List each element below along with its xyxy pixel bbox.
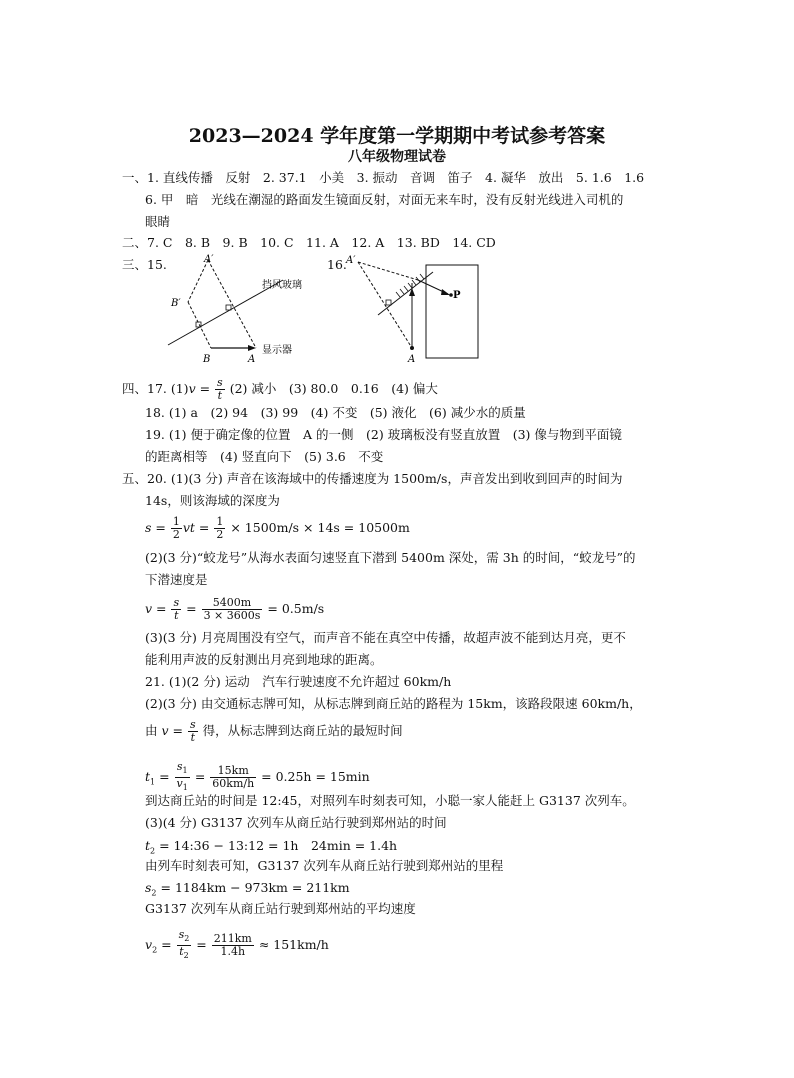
page-title: 2023—2024 学年度第一学期期中考试参考答案 (188, 125, 606, 147)
equation-t2 (145, 838, 397, 860)
frac-den: t (217, 389, 223, 402)
var-v: v (145, 937, 153, 953)
frac-den: 2 (172, 528, 180, 541)
fig15-label-a: A (248, 354, 256, 365)
answer-20-2-cont: 下潜速度是 (145, 572, 208, 587)
var-t: t (145, 838, 151, 853)
answer-20-3: (3)(3 分) 月亮周围没有空气，而声音不能在真空中传播，故超声波不能到达月亮，更不 (145, 630, 626, 645)
answer-17: 四、17. (1)v = $\frac{s}{t}$ (2) 减小 (3) 80.0 0.16 (4) 偏大 (122, 376, 438, 402)
equation-time: $t_1$ = $\frac{s_1}{v_1}$ = $\frac{15km}{60km/h}$ = 0.25h = 15min (145, 760, 370, 793)
subscript: 2 (183, 951, 189, 961)
frac-den: 2 (216, 528, 224, 541)
fig15-label-b-prime: B′ (171, 298, 181, 309)
answer-21-2: (2)(3 分) 由交通标志牌可知，从标志牌到商丘站的路程为 15km，该路段限速 60km/h， (145, 696, 642, 711)
frac-den: t (179, 945, 184, 959)
fraction-s-over-t (215, 377, 225, 402)
answer-20-1: 五、20. (1)(3 分) 声音在该海域中的传播速度为 1500m/s，声音发出到收到回声的时间为 (122, 471, 623, 486)
answer-17-prefix: 四、17. (1) (122, 381, 189, 396)
frac-den: 60km/h (212, 777, 255, 791)
answer-6: 6. 甲 暗 光线在潮湿的路面发生镜面反射，对面无来车时，没有反射光线进入司机的 (145, 192, 624, 207)
page-subtitle: 八年级物理试卷 (348, 149, 446, 165)
fraction-half-2 (214, 516, 225, 541)
fig16-label-a-prime: A′ (346, 255, 356, 266)
equation-s2 (145, 880, 350, 902)
subscript: 1 (182, 766, 188, 776)
frac-num: 1 (172, 515, 180, 528)
equation-depth: s = $\frac{1}{2}$ vt = $\frac{1}{2}$ × 1500m/s × 14s = 10500m (145, 515, 410, 541)
frac-den: t (174, 609, 179, 622)
text-by: 由 (145, 723, 158, 738)
frac-den: 3 × 3600s (203, 609, 261, 622)
var-v: v (161, 723, 169, 738)
fraction-s1-over-v1 (175, 761, 190, 794)
equation-v2: $v_2$ = $\frac{s_2}{t_2}$ = $\frac{211km}{1.4h}$ ≈ 151km/h (145, 928, 329, 961)
answer-19: 19. (1) 便于确定像的位置 A 的一侧 (2) 玻璃板没有竖直放置 (3) 像与物到平面镜 (145, 427, 622, 442)
frac-num: s (178, 928, 185, 941)
var-v: v (145, 601, 153, 616)
equation-v2-result: ≈ 151km/h (258, 937, 329, 953)
figure-16-diagram (338, 250, 498, 365)
answer-21-3-mileage: 由列车时刻表可知，G3137 次列车从商丘站行驶到郑州站的里程 (145, 858, 504, 873)
frac-den: t (190, 731, 196, 744)
fig16-label-a: A (408, 354, 416, 365)
answer-21-3: (3)(4 分) G3137 次列车从商丘站行驶到郑州站的时间 (145, 815, 447, 830)
frac-den: v (176, 777, 183, 791)
answer-1-5: 一、1. 直线传播 反射 2. 37.1 小美 3. 振动 音调 笛子 4. 凝华 放出 5. 1.6 1.6 (122, 170, 645, 185)
frac-num: 1 (216, 515, 224, 528)
fraction-values (212, 933, 254, 958)
equation-speed: v = $\frac{s}{t}$ = $\frac{5400m}{3 \times 3600s}$ = 0.5m/s (145, 596, 325, 622)
frac-num: 15km (210, 765, 256, 778)
frac-num: s (217, 376, 223, 389)
frac-den: 1.4h (220, 945, 246, 959)
var-vt: vt (182, 520, 195, 535)
fraction-s-over-t (171, 597, 181, 622)
fig15-label-display: 显示器 (262, 345, 292, 356)
answer-21-2-cont: 由 v = $\frac{s}{t}$ 得，从标志牌到达商丘站的最短时间 (145, 718, 403, 744)
answer-21-1: 21. (1)(2 分) 运动 汽车行驶速度不允许超过 60km/h (145, 674, 452, 689)
question-16-label: 16. (327, 257, 347, 272)
equation-time-result: = 0.25h = 15min (261, 769, 370, 785)
fraction-values (202, 597, 263, 622)
fraction-values (210, 765, 256, 790)
answer-21-2-conclusion: 到达商丘站的时间是 12:45，对照列车时刻表可知，小聪一家人能赶上 G3137 次列车。 (145, 793, 635, 808)
fig15-label-a-prime: A′ (204, 254, 214, 265)
frac-num: 211km (213, 932, 252, 946)
var-t: t (145, 769, 151, 785)
subscript: 1 (182, 783, 188, 793)
text-shortest-time: 得，从标志牌到达商丘站的最短时间 (202, 723, 403, 738)
var-s: s (145, 520, 152, 535)
frac-num: s (176, 760, 183, 773)
fig16-label-p: P (453, 290, 461, 301)
subscript: 1 (150, 777, 156, 787)
frac-num: s (173, 596, 180, 609)
var-s: s (145, 880, 152, 895)
fig15-label-b: B (203, 354, 211, 365)
fraction-s-over-t (188, 719, 198, 744)
subscript: 2 (150, 846, 156, 856)
answer-17-rest: (2) 减小 (3) 80.0 0.16 (4) 偏大 (229, 381, 438, 396)
equation-s2-rest: = 1184km − 973km = 211km (160, 880, 350, 895)
answer-20-2: (2)(3 分)“蛟龙号”从海水表面匀速竖直下潜到 5400m 深处，需 3h 的时间，“蛟龙号”的 (145, 550, 636, 565)
frac-num: 5400m (202, 597, 263, 610)
var-v: v (188, 381, 196, 396)
answer-18: 18. (1) a (2) 94 (3) 99 (4) 不变 (5) 液化 (6) 减少水的质量 (145, 405, 526, 420)
fig15-label-glass: 挡风玻璃 (262, 280, 302, 291)
question-15-label: 三、15. (122, 257, 167, 272)
answer-21-3-avg: G3137 次列车从商丘站行驶到郑州站的平均速度 (145, 901, 416, 916)
subscript: 2 (151, 888, 157, 898)
equation-speed-result: = 0.5m/s (267, 601, 325, 616)
subscript: 2 (184, 934, 190, 944)
answer-19-cont: 的距离相等 (4) 竖直向下 (5) 3.6 不变 (145, 449, 384, 464)
answer-20-3-cont: 能利用声波的反射测出月亮到地球的距离。 (145, 652, 383, 667)
answer-6-cont: 眼睛 (145, 214, 171, 229)
equation-t2-rest: = 14:36 − 13:12 = 1h 24min = 1.4h (159, 838, 398, 853)
frac-num: s (189, 718, 196, 731)
fraction-s2-over-t2 (177, 929, 192, 962)
subscript: 2 (152, 945, 158, 955)
fraction-half (171, 516, 182, 541)
answer-7-14: 二、7. C 8. B 9. B 10. C 11. A 12. A 13. BD 14. CD (122, 235, 496, 250)
equation-depth-rest: × 1500m/s × 14s = 10500m (230, 520, 410, 535)
figure-15-diagram (158, 250, 338, 365)
answer-20-1-cont: 14s，则该海域的深度为 (145, 493, 280, 508)
